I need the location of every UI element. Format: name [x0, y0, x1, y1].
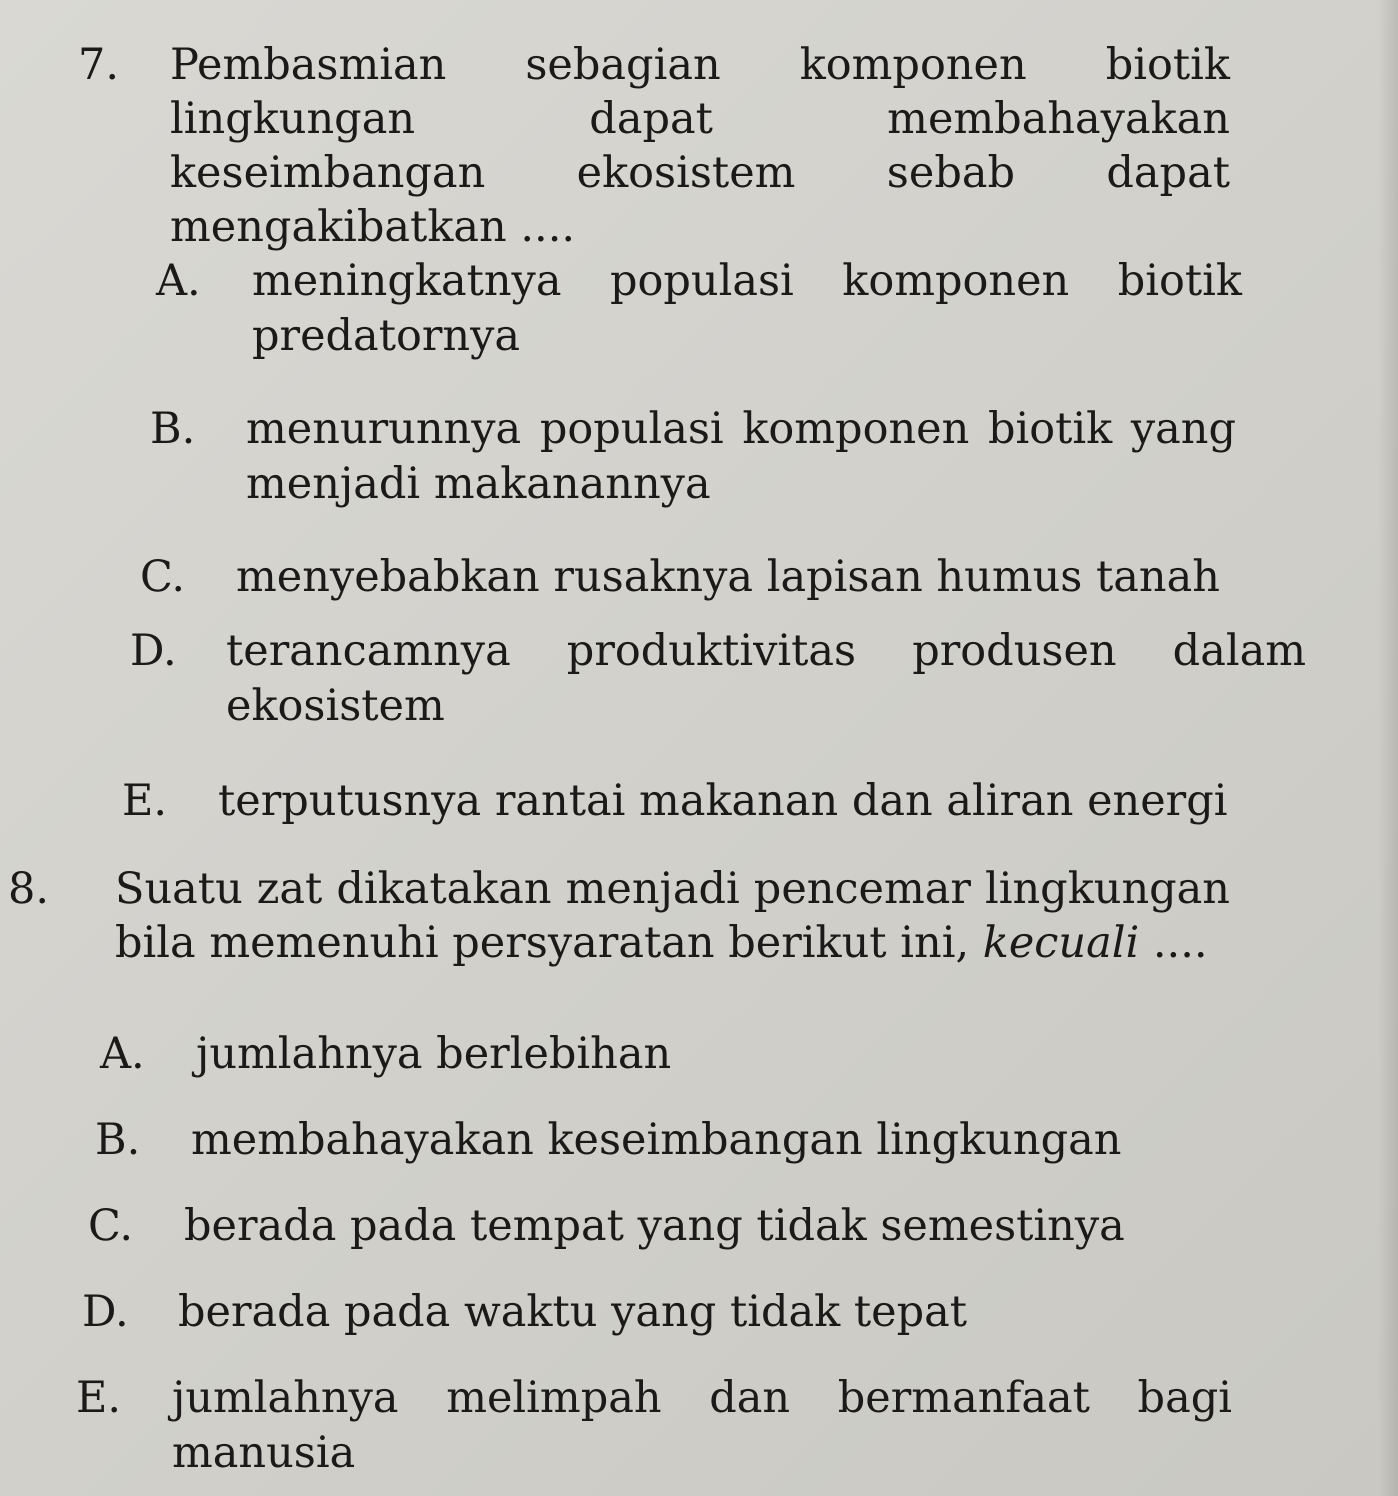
option-letter: E.	[122, 776, 168, 826]
option-letter: C.	[88, 1201, 134, 1251]
option-text: berada pada tempat yang tidak semestinya	[184, 1201, 1125, 1251]
question-text: Pembasmian sebagian komponen biotik lingkungan dapat membahayakan keseimbangan ekosistem sebab dapat mengakibatkan ....	[170, 40, 1230, 252]
option-letter: D.	[82, 1287, 129, 1337]
question-text-emphasis: kecuali	[982, 918, 1140, 968]
option-letter: B.	[95, 1115, 141, 1165]
question-text-main: Suatu zat dikatakan menjadi pencemar lingkungan bila memenuhi persyaratan berikut ini,	[115, 864, 1230, 968]
option-text: menurunnya populasi komponen biotik yang menjadi makanannya	[246, 404, 1236, 509]
option-text: terputusnya rantai makanan dan aliran energi	[218, 776, 1228, 826]
question-number: 8.	[8, 864, 50, 914]
option-text: meningkatnya populasi komponen biotik predatornya	[252, 256, 1242, 361]
paper-edge-shadow	[1378, 0, 1398, 1496]
option-text: jumlahnya melimpah dan bermanfaat bagi manusia	[172, 1373, 1232, 1478]
option-text: menyebabkan rusaknya lapisan humus tanah	[236, 552, 1220, 602]
option-text: membahayakan keseimbangan lingkungan	[191, 1115, 1122, 1165]
option-letter: E.	[76, 1373, 122, 1423]
option-text: terancamnya produktivitas produsen dalam ekosistem	[226, 626, 1306, 731]
option-letter: C.	[140, 552, 186, 602]
option-letter: B.	[150, 404, 196, 454]
option-letter: A.	[100, 1029, 145, 1079]
option-text: jumlahnya berlebihan	[196, 1029, 672, 1079]
question-text-ellipsis: ....	[1152, 918, 1208, 968]
option-letter: A.	[156, 256, 201, 306]
question-text	[115, 862, 1230, 970]
option-text: berada pada waktu yang tidak tepat	[178, 1287, 968, 1337]
option-letter: D.	[130, 626, 177, 676]
question-number: 7.	[78, 40, 120, 90]
